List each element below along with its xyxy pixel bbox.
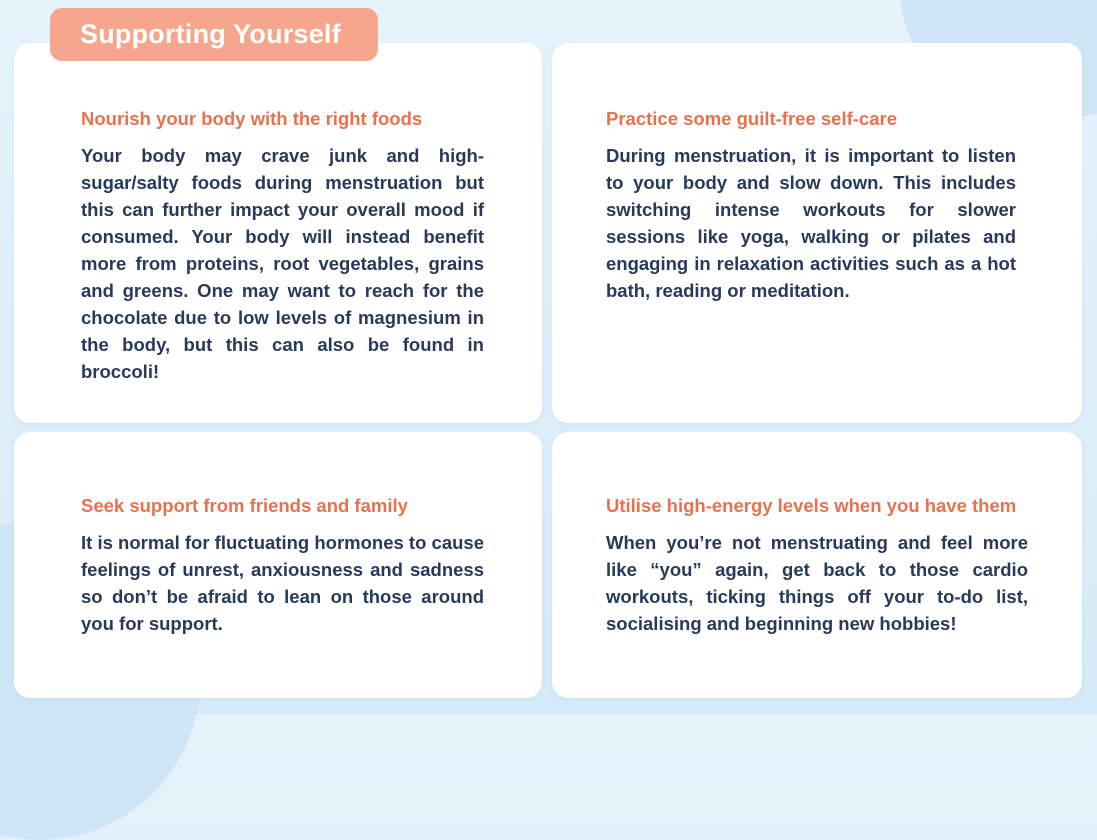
page-title: Supporting Yourself — [80, 19, 341, 49]
card-body: When you’re not menstruating and feel more like “you” again, get back to those cardio workouts, ticking things off your to-do list, socialising and beginning new hobbies! — [606, 532, 1028, 634]
card-body: It is normal for fluctuating hormones to cause feelings of unrest, anxiousness and sadness so don’t be afraid to lean on those around you for support. — [81, 532, 484, 634]
tip-card-nourish — [14, 43, 542, 423]
tip-card-self-care — [552, 43, 1082, 423]
title-banner — [50, 8, 378, 61]
card-heading: Seek support from friends and family — [81, 495, 408, 516]
tip-card-support — [14, 432, 542, 698]
card-heading: Practice some guilt-free self-care — [606, 108, 897, 129]
card-heading: Nourish your body with the right foods — [81, 108, 423, 129]
card-heading: Utilise high-energy levels when you have them — [606, 495, 1017, 516]
tip-card-high-energy — [552, 432, 1082, 698]
card-body: Your body may crave junk and high-sugar/salty foods during menstruation but this can further impact your overall mood if consumed. Your body will instead benefit more from proteins, root vegetables, grains and greens. One may want to reach for the chocolate due to low levels of magnesium in the body, but this can also be found in broccoli! — [81, 145, 484, 382]
card-body: During menstruation, it is important to listen to your body and slow down. This includes switching intense workouts for slower sessions like yoga, walking or pilates and engaging in relaxation activities such as a hot bath, reading or meditation. — [606, 145, 1016, 301]
